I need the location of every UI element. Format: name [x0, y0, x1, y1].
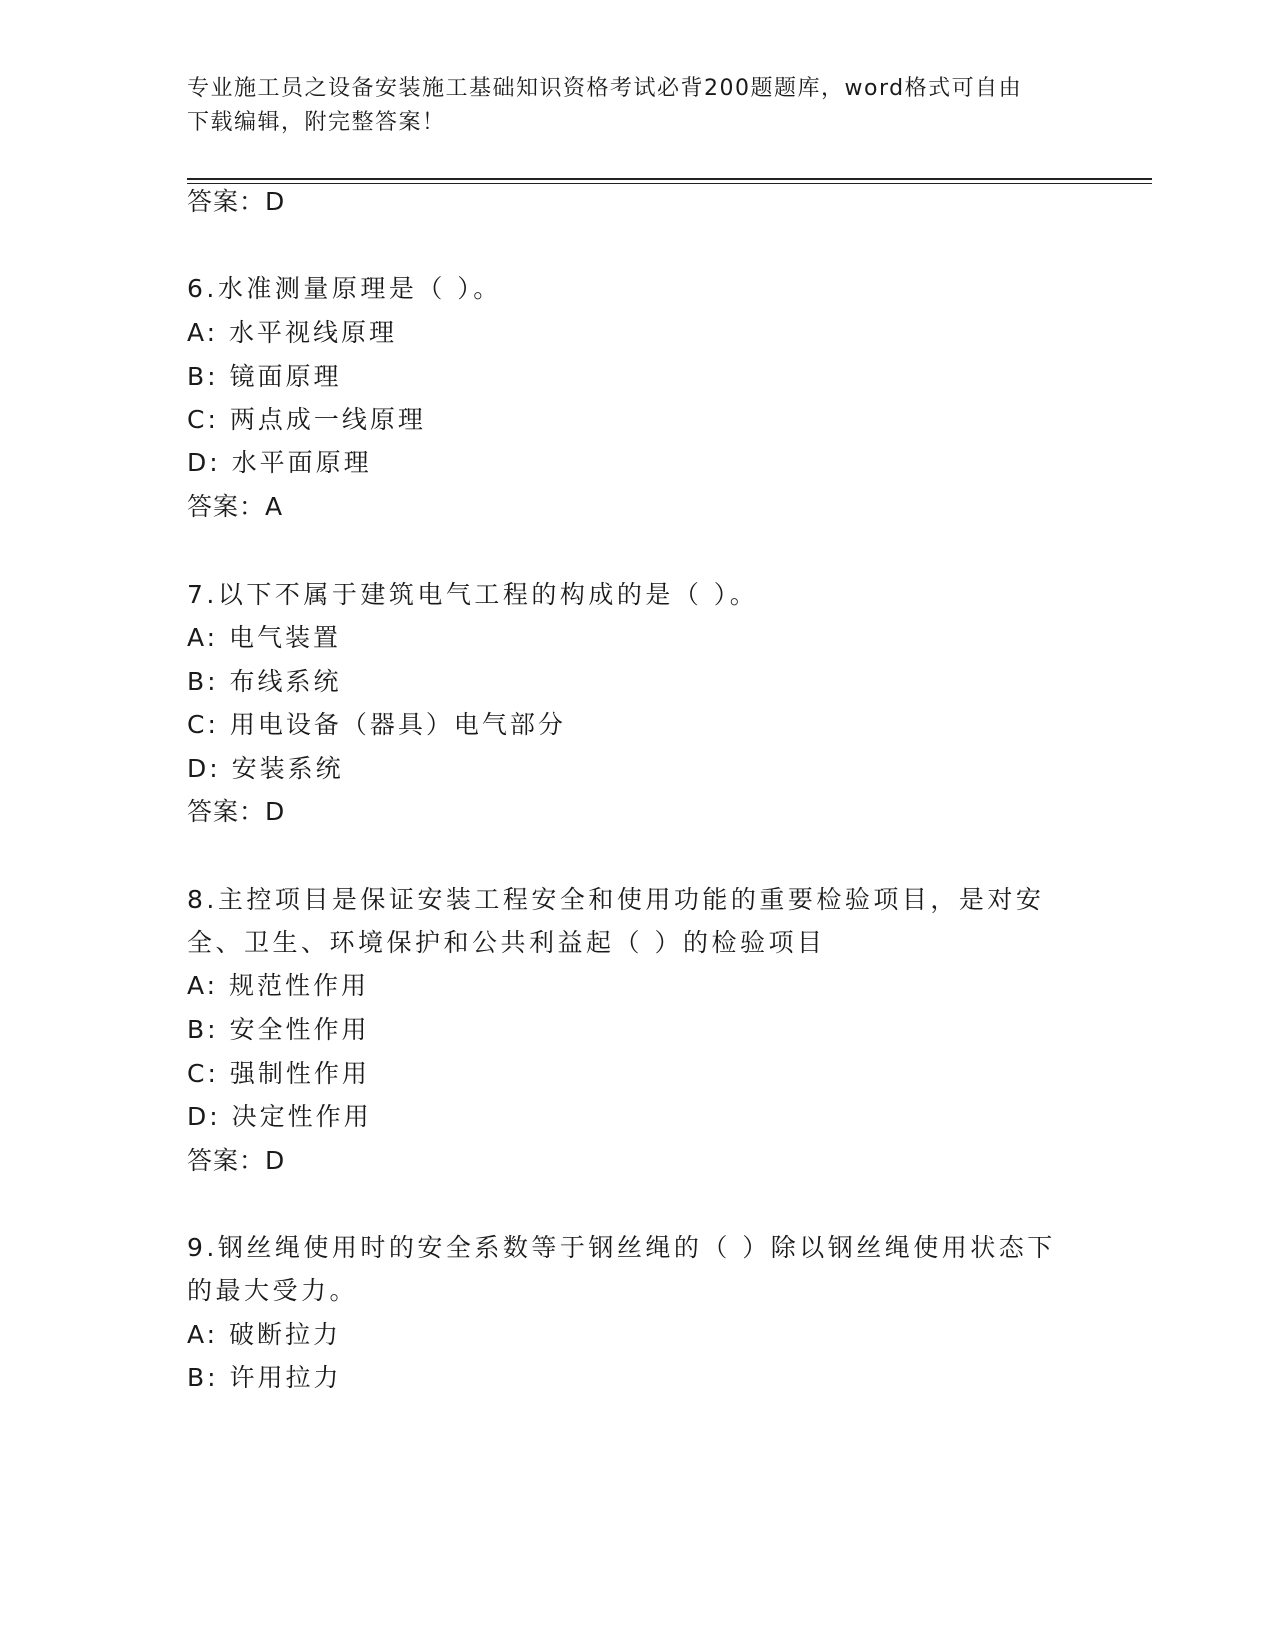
answer-q5: 答案：D: [187, 187, 286, 216]
question-8-option-b: B: 安全性作用: [187, 1015, 370, 1044]
question-8-option-d: D: 决定性作用: [187, 1102, 372, 1131]
question-6-option-a: A: 水平视线原理: [187, 318, 398, 347]
header-line-1: 专业施工员之设备安装施工基础知识资格考试必背200题题库，word格式可自由: [187, 76, 1023, 101]
question-9-text-line-1: 9.钢丝绳使用时的安全系数等于钢丝绳的（ ）除以钢丝绳使用状态下: [187, 1233, 1056, 1262]
question-6-text: 6.水准测量原理是（ ）。: [187, 274, 502, 303]
header-line-2: 下载编辑，附完整答案！: [187, 110, 446, 135]
question-9-option-b: B: 许用拉力: [187, 1363, 342, 1392]
question-7-option-a: A: 电气装置: [187, 623, 342, 652]
question-7-option-d: D: 安装系统: [187, 754, 344, 783]
header-divider-thin: [187, 183, 1152, 184]
answer-q8: 答案：D: [187, 1146, 286, 1175]
question-8-text-line-1: 8.主控项目是保证安装工程安全和使用功能的重要检验项目，是对安: [187, 885, 1045, 914]
question-7-option-b: B: 布线系统: [187, 667, 342, 696]
question-9-text-line-2: 的最大受力。: [187, 1276, 359, 1305]
question-6-option-d: D: 水平面原理: [187, 448, 372, 477]
question-7-option-c: C: 用电设备（器具）电气部分: [187, 710, 566, 739]
header-divider-thick: [187, 178, 1152, 180]
question-8-option-c: C: 强制性作用: [187, 1059, 370, 1088]
question-6-option-b: B: 镜面原理: [187, 362, 342, 391]
answer-q7: 答案：D: [187, 797, 286, 826]
answer-q6: 答案：A: [187, 492, 284, 521]
question-7-text: 7.以下不属于建筑电气工程的构成的是（ ）。: [187, 580, 759, 609]
question-9-option-a: A: 破断拉力: [187, 1320, 342, 1349]
question-8-option-a: A: 规范性作用: [187, 971, 370, 1000]
question-8-text-line-2: 全、卫生、环境保护和公共利益起（ ）的检验项目: [187, 928, 826, 957]
document-header: [187, 72, 1067, 140]
question-6-option-c: C: 两点成一线原理: [187, 405, 426, 434]
